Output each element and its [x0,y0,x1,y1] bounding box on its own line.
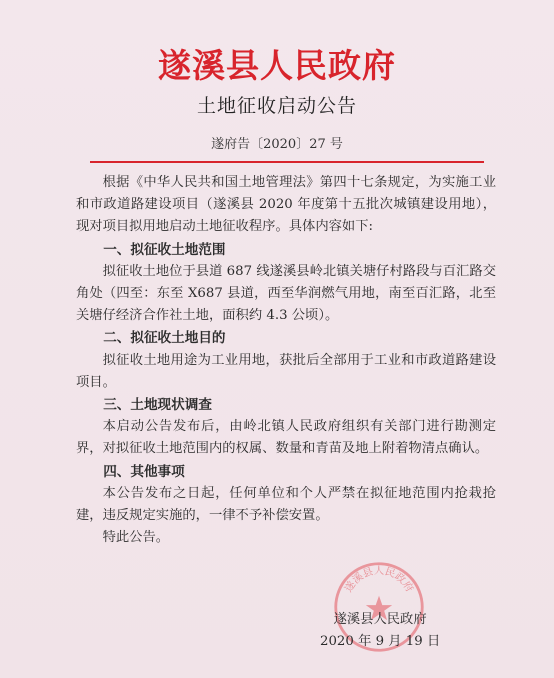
seal-text-path: 遂溪县人民政府 [342,565,416,595]
document-title: 遂溪县人民政府 [158,46,396,85]
closing-text: 特此公告。 [102,530,170,546]
section-heading: 二、拟征收土地目的 [103,330,226,347]
section-text: 本启动公告发布后，由岭北镇人民政府组织有关部门进行勘测定界，对拟征收土地范围内的权属、数量和青苗及地上附着物清点确认。 [76,419,496,457]
seal-text [342,564,417,594]
section-text: 拟征收土地用途为工业用地，获批后全部用于工业和市政道路建设项目。 [76,352,496,390]
document-number: 遂府告〔2020〕27 号 [211,137,343,152]
section-heading: 四、其他事项 [103,463,185,480]
intro-paragraph: 根据《中华人民共和国土地管理法》第四十七条规定，为实施工业和市政道路建设项目（遂溪县 2020 年度第十五批次城镇建设用地），现对项目拟用地启动土地征收程序。具体内容如下: [76,175,496,235]
section-text: 本公告发布之日起，任何单位和个人严禁在拟征地范围内抢栽抢建，违反规定实施的，一律不予补偿安置。 [76,485,496,524]
section-heading: 三、土地现状调查 [103,397,212,414]
section-heading: 一、拟征收土地范围 [103,241,226,258]
section-text: 拟征收土地位于县道 687 线遂溪县岭北镇关塘仔村路段与百汇路交角处（四至：东至 X687 县道，西至华润燃气用地，南至百汇路，北至关塘仔经济合作社土地，面积约 4.3 公顷）。 [76,263,496,324]
signature-name: 遂溪县人民政府 [333,612,427,627]
document-subtitle: 土地征收启动公告 [196,95,357,117]
red-divider [90,161,484,163]
document-body [76,172,496,549]
signature-date: 2020 年 9 月 19 日 [320,634,441,649]
signature-block [320,609,440,653]
